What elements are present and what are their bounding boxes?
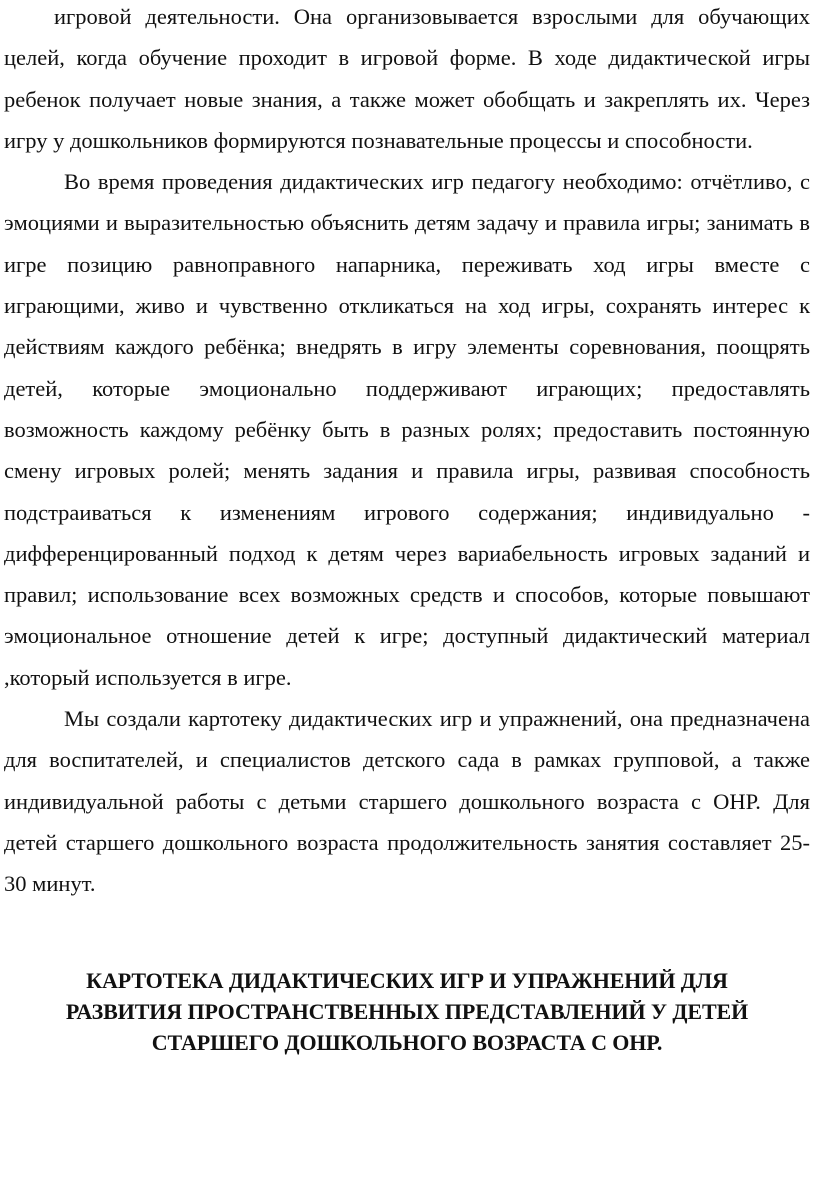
section-heading xyxy=(4,965,810,1058)
paragraph-game-activity: игровой деятельности. Она организовывается взрослыми для обучающих целей, когда обучение проходит в игровой форме. В ходе дидактической игры ребенок получает новые знания, а также может обобщать и закреплять их. Через игру у дошкольников формируются познавательные процессы и способности. xyxy=(4,4,810,153)
paragraph-teacher-requirements: Во время проведения дидактических игр педагогу необходимо: отчётливо, с эмоциями и выразительностью объяснить детям задачу и правила игры; занимать в игре позицию равноправного напарника, переживать ход игры вместе с играющими, живо и чувственно откликаться на ход игры, сохранять интерес к действиям каждого ребёнка; внедрять в игру элементы соревнования, поощрять детей, которые эмоционально поддерживают играющих; предоставлять возможность каждому ребёнку быть в разных ролях; предоставить постоянную смену игровых ролей; менять задания и правила игры, развивая способность подстраиваться к изменениям игрового содержания; индивидуально - дифференцированный подход к детям через вариабельность игровых заданий и правил; использование всех возможных средств и способов, которые повышают эмоциональное отношение детей к игре; доступный дидактический материал ,который используется в игре. xyxy=(4,169,810,690)
heading-line: СТАРШЕГО ДОШКОЛЬНОГО ВОЗРАСТА С ОНР. xyxy=(151,1029,663,1055)
paragraph-card-index-purpose: Мы создали картотеку дидактических игр и упражнений, она предназначена для воспитателей, и специалистов детского сада в рамках групповой, а также индивидуальной работы с детьми старшего дошкольного возраста с ОНР. Для детей старшего дошкольного возраста продолжительность занятия составляет 25-30 минут. xyxy=(4,706,810,897)
heading-line: КАРТОТЕКА ДИДАКТИЧЕСКИХ ИГР И УПРАЖНЕНИЙ ДЛЯ xyxy=(86,967,728,993)
heading-line: РАЗВИТИЯ ПРОСТРАНСТВЕННЫХ ПРЕДСТАВЛЕНИЙ У ДЕТЕЙ xyxy=(65,998,749,1024)
